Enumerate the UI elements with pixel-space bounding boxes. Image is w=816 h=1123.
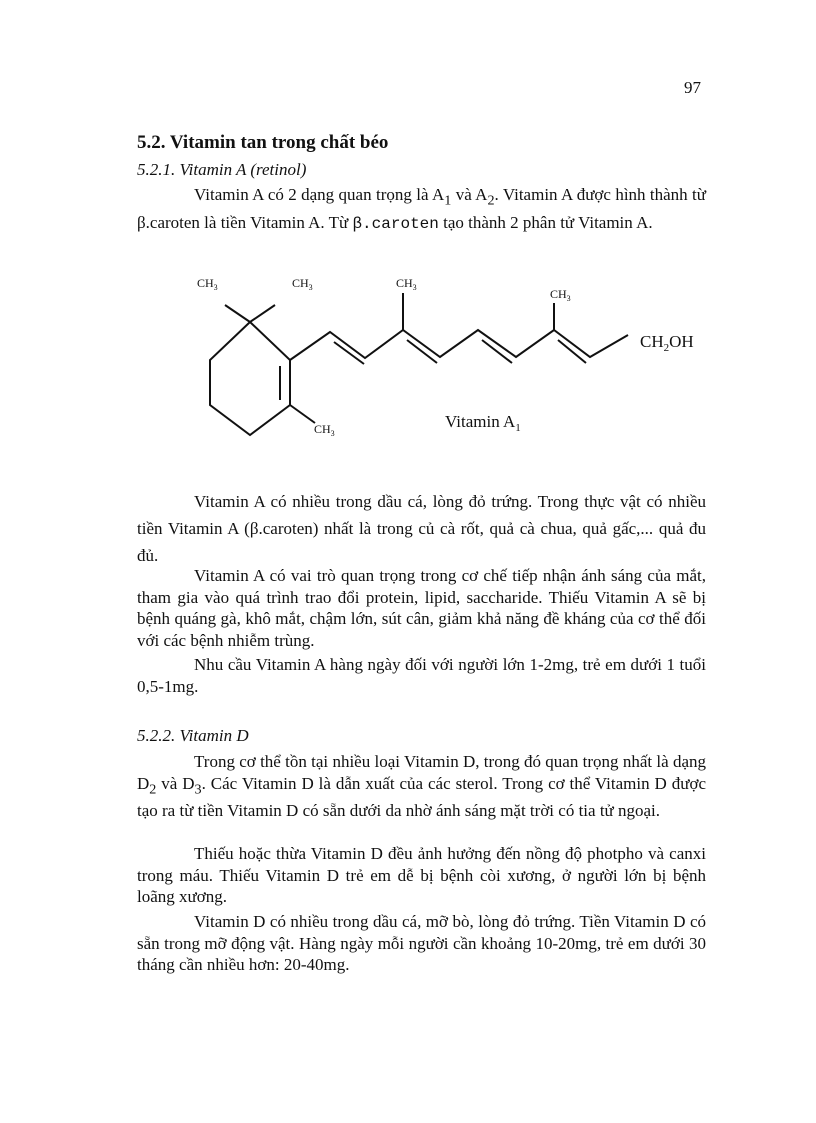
vitamin-a-paragraph-1: Vitamin A có 2 dạng quan trọng là $A_1$ và $A_2$. Vitamin A được hình thành từ β.caroten là tiền Vitamin A. Từ β.caroten tạo thành 2 phân tử Vitamin A. (137, 185, 706, 233)
vitamin-d-paragraph-1: Trong cơ thể tồn tại nhiều loại Vitamin D, trong đó quan trọng nhất là dạng $D_2$ và $D_3$. Các Vitamin D là dẫn xuất của các sterol. Trong cơ thể Vitamin D được tạo ra từ tiền Vitamin D có sẵn dưới da nhờ ánh sáng mặt trời có tia tử ngoại. (137, 752, 706, 821)
vitamin-a-heading: 5.2.1. Vitamin A (retinol) (137, 160, 307, 179)
vitamin-d-paragraph-3: Vitamin D có nhiều trong dầu cá, mỡ bò, lòng đỏ trứng. Tiền Vitamin D có sẵn trong mỡ động vật. Hàng ngày mỗi người cần khoảng 10-20mg, trẻ em dưới 30 tháng cần nhiều hơn: 20-40mg. (137, 912, 706, 974)
methyl-bond-1 (225, 305, 250, 322)
ring (210, 322, 290, 435)
retinol-structure-diagram (180, 265, 720, 440)
ch3-label-ring: $CH_3$ (314, 422, 335, 438)
vitamin-d-paragraph-2: Thiếu hoặc thừa Vitamin D đều ảnh hưởng đến nồng độ photpho và canxi trong máu. Thiếu Vitamin D trẻ em dễ bị bệnh còi xương, ở người lớn bị bệnh loãng xương. (137, 844, 706, 906)
vitamin-a-paragraph-3: Vitamin A có vai trò quan trọng trong cơ chế tiếp nhận ánh sáng của mắt, tham gia vào quá trình trao đổi protein, lipid, saccharide. Thiếu Vitamin A sẽ bị bệnh quáng gà, khô mắt, chậm lớn, sút cân, giảm khả năng đề kháng của cơ thể đối với các bệnh nhiễm trùng. (137, 566, 706, 650)
vitamin-d-heading: 5.2.2. Vitamin D (137, 726, 249, 745)
methyl-bond-ring (290, 405, 315, 423)
structure-bonds (210, 293, 628, 435)
ch3-label-1: $CH_3$ (197, 276, 218, 292)
vitamin-a-paragraph-2: Vitamin A có nhiều trong dầu cá, lòng đỏ trứng. Trong thực vật có nhiều tiền Vitamin A (β.caroten) nhất là trong củ cà rốt, quả cà chua, quả gấc,... quả đu đủ. (137, 492, 706, 565)
ch3-label-3: $CH_3$ (396, 276, 417, 292)
page-number: 97 (684, 78, 701, 97)
ch3-label-2: $CH_3$ (292, 276, 313, 292)
ch2oh-label: $CH_2OH$ (640, 332, 694, 354)
ch3-label-4: $CH_3$ (550, 287, 571, 303)
section-title: 5.2. Vitamin tan trong chất béo (137, 132, 389, 153)
vitamin-a1-caption: Vitamin $A_1$ (445, 412, 521, 434)
methyl-bond-2 (250, 305, 275, 322)
vitamin-a-paragraph-4: Nhu cầu Vitamin A hàng ngày đối với người lớn 1-2mg, trẻ em dưới 1 tuổi 0,5-1mg. (137, 655, 706, 696)
